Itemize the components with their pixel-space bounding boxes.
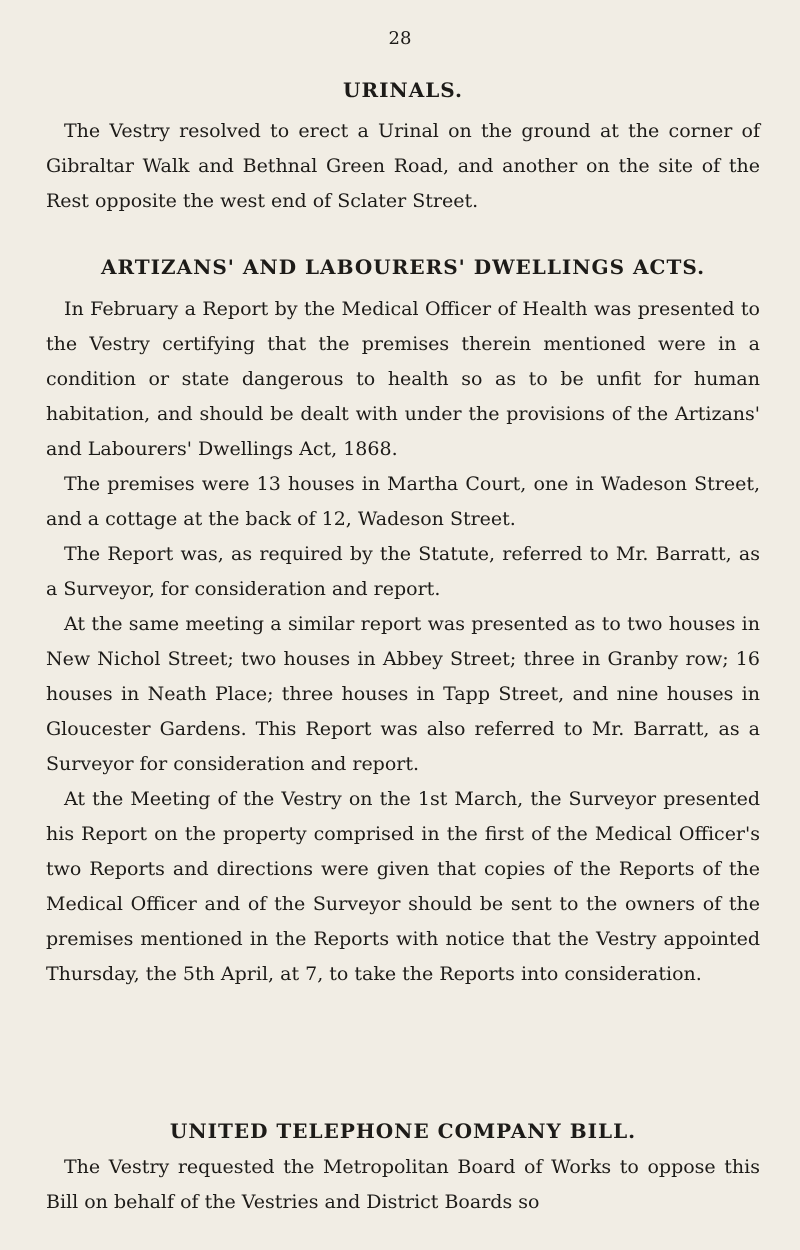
- paragraph: At the same meeting a similar report was presented as to two houses in New Nichol Street; two houses in Abbey Street; three in Granby row; 16 houses in Neath Place; three houses in Tapp Street, and nine houses in Gloucester Gardens. This Report was also referred to Mr. Barratt, as a Surveyor for consideration and report.: [46, 613, 760, 775]
- paragraph: At the Meeting of the Vestry on the 1st March, the Surveyor presented his Report on the property comprised in the first of the Medical Officer's two Reports and directions were given that copies of the Reports of the Medical Officer and of the Surveyor should be sent to the owners of the premises mentioned in the Reports with notice that the Vestry appointed Thursday, the 5th April, at 7, to take the Reports into consideration.: [46, 788, 760, 985]
- section-heading-dwellings-acts: ARTIZANS' AND LABOURERS' DWELLINGS ACTS.: [100, 255, 706, 279]
- paragraph: The premises were 13 houses in Martha Court, one in Wadeson Street, and a cottage at the back of 12, Wadeson Street.: [46, 473, 760, 530]
- section-body-urinals: [46, 114, 760, 219]
- paragraph: The Report was, as required by the Statute, referred to Mr. Barratt, as a Surveyor, for consideration and report.: [46, 543, 760, 600]
- paragraph: In February a Report by the Medical Officer of Health was presented to the Vestry certifying that the premises therein mentioned were in a condition or state dangerous to health so as to be unfit for human habitation, and should be dealt with under the provisions of the Artizans' and Labourers' Dwellings Act, 1868.: [46, 298, 760, 460]
- section-body-dwellings-acts: [46, 292, 760, 992]
- paragraph: The Vestry requested the Metropolitan Board of Works to oppose this Bill on behalf of the Vestries and District Boards so: [46, 1156, 760, 1213]
- section-body-telephone-bill: [46, 1150, 760, 1220]
- section-heading-urinals: URINALS.: [343, 78, 463, 102]
- paragraph: The Vestry resolved to erect a Urinal on the ground at the corner of Gibraltar Walk and Bethnal Green Road, and another on the site of the Rest opposite the west end of Sclater Street.: [46, 120, 760, 212]
- section-heading-telephone-bill: UNITED TELEPHONE COMPANY BILL.: [169, 1119, 637, 1143]
- page-number: 28: [388, 28, 412, 49]
